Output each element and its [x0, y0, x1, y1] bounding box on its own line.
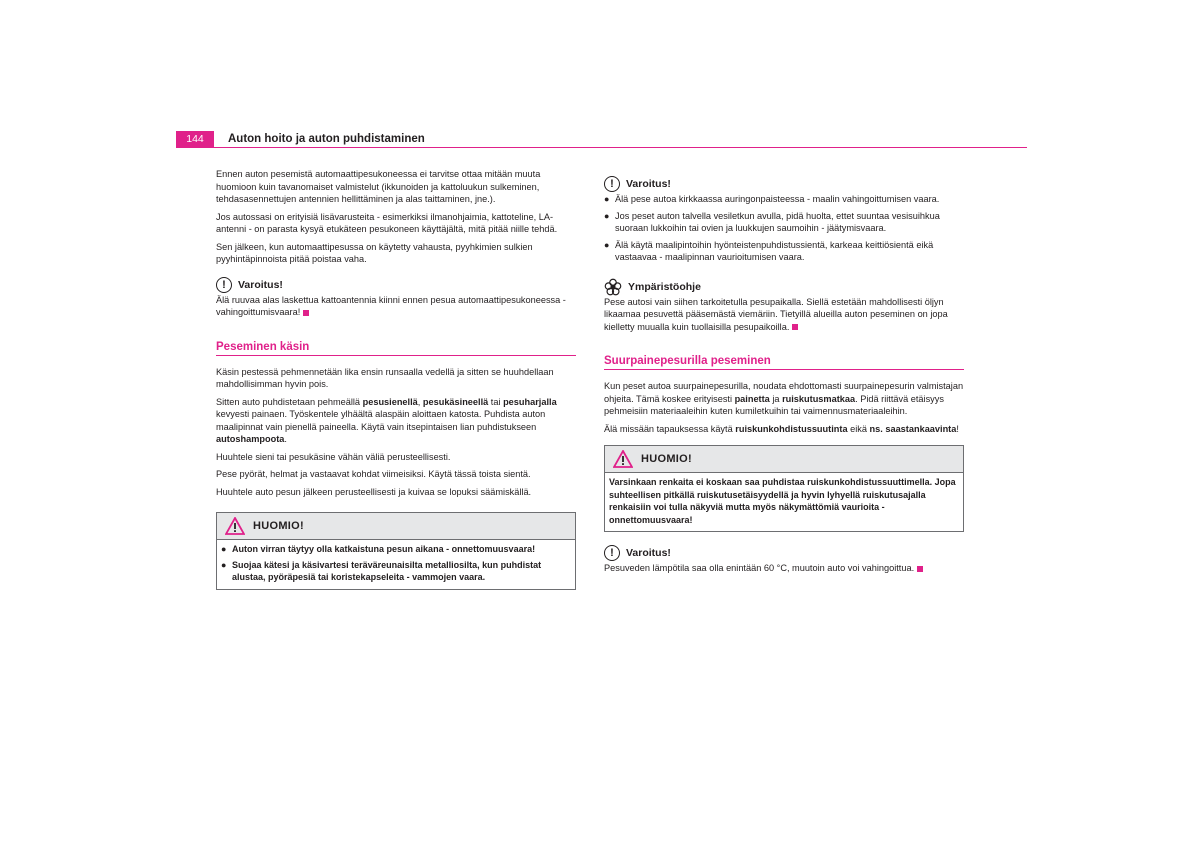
warning-heading — [604, 175, 964, 193]
environment-title: Ympäristöohje — [628, 280, 701, 293]
right-column — [604, 175, 964, 580]
section-title-pressure-wash: Suurpainepesurilla peseminen — [604, 355, 964, 370]
page-header — [176, 131, 1027, 147]
flower-icon — [604, 278, 622, 296]
caution-header — [217, 513, 575, 540]
hand-wash-paragraph-2: Sitten auto puhdistetaan pehmeällä pesusienellä, pesukäsineellä tai pesuharjalla kevyesti painaen. Työskentele ylhäältä alaspäin aloittaen katosta. Puhdista auton maalipinnat vain pienellä paineella. Käytä vain itsepintaisen lian puhdistukseen autoshampoota. — [216, 396, 557, 444]
caution-box — [604, 445, 964, 532]
end-square-icon — [303, 310, 309, 316]
hand-wash-paragraph-5: Huuhtele auto pesun jälkeen perusteellisesti ja kuivaa se lopuksi säämiskällä. — [216, 486, 532, 497]
page-number: 144 — [176, 131, 214, 147]
pressure-wash-paragraph-1: Kun peset autoa suurpainepesurilla, noudata ehdottomasti suurpainepesurin valmistajan ohjeita. Tämä koskee erityisesti painetta ja ruiskutusmatkaa. Pidä riittävä etäisyys pehmeisiin materiaaleihin kuten kumiletkuihin tai vaimennusmateriaaleihin. — [604, 381, 964, 416]
header-rule — [176, 147, 1027, 148]
caution-body — [605, 473, 963, 531]
caution-header — [605, 446, 963, 473]
warning-heading — [216, 276, 576, 294]
warning-circle-icon: ! — [216, 277, 232, 293]
intro-paragraph-2: Jos autossasi on erityisiä lisävarusteita - esimerkiksi ilmanohjaimia, kattoteline, LA-antenni - on parasta kysyä etukäteen pesukoneen käyttäjältä, mitä pitää niille tehdä. — [216, 211, 558, 234]
warning-text: Pesuveden lämpötila saa olla enintään 60 °C, muutoin auto voi vahingoittua. — [604, 562, 964, 575]
caution-title: HUOMIO! — [253, 520, 304, 532]
bullet-icon: ● — [221, 544, 227, 554]
warning-title: Varoitus! — [626, 547, 671, 559]
caution-text: Varsinkaan renkaita ei koskaan saa puhdistaa ruiskunkohdistussuuttimella. Jopa suhteellisen pitkällä ruiskutusetäisyydellä ja hyvin lyhyellä ruiskutusajalla renkaisiin voi tulla näkyviä mutta myös näkymättömiä vaurioita - onnettomuusvaara! — [609, 477, 956, 525]
chapter-title: Auton hoito ja auton puhdistaminen — [228, 133, 425, 145]
environment-text: Pese autosi vain siihen tarkoitetulla pesupaikalla. Siellä estetään mahdollisesti öljyn likaamaa pesuvettä pääsemästä viemäriin. Tietyillä alueilla auton peseminen on jopa kielletty muualla kuin tuollaisilla pesupaikoilla. — [604, 296, 948, 332]
caution-body — [217, 540, 575, 589]
caution-box — [216, 512, 576, 590]
hand-wash-paragraph-1: Käsin pestessä pehmennetään lika ensin runsaalla vedellä ja sitten se huuhdellaan mahdollisimman hyvin pois. — [216, 366, 554, 389]
end-square-icon — [792, 324, 798, 330]
bullet-icon: ● — [604, 239, 610, 250]
warning-triangle-icon — [613, 450, 633, 468]
caution-bullet: ● Auton virran täytyy olla katkaistuna pesun aikana - onnettomuusvaara! — [221, 544, 536, 554]
warning-triangle-icon — [225, 517, 245, 535]
end-square-icon — [917, 566, 923, 572]
intro-paragraph-3: Sen jälkeen, kun automaattipesussa on käytetty vahausta, pyyhkimien sulkien pyyhintäpinnoista pitää poistaa vaha. — [216, 241, 533, 264]
warning-bullet: ● Jos peset auton talvella vesiletkun avulla, pidä huolta, ettet suuntaa vesisuihkua suoraan lukkoihin tai ovien ja luukkujen saumoihin - jäätymisvaara. — [604, 210, 940, 233]
hand-wash-paragraph-3: Huuhtele sieni tai pesukäsine vähän väliä perusteellisesti. — [216, 451, 451, 462]
caution-bullet: ● Suojaa kätesi ja käsivartesi teräväreunaisilta metalliosilta, kun puhdistat alustaa, pyöräpesiä tai koristekapseleita - vammojen vaara. — [221, 559, 542, 582]
warning-title: Varoitus! — [626, 178, 671, 190]
warning-title: Varoitus! — [238, 278, 283, 291]
bullet-icon: ● — [604, 210, 610, 221]
bullet-icon: ● — [221, 559, 227, 570]
warning-circle-icon: ! — [604, 176, 620, 192]
warning-circle-icon: ! — [604, 545, 620, 561]
warning-bullet: ● Älä pese autoa kirkkaassa auringonpaisteessa - maalin vahingoittumisen vaara. — [604, 194, 940, 204]
caution-title: HUOMIO! — [641, 453, 692, 465]
intro-paragraph-1: Ennen auton pesemistä automaattipesukoneessa ei tarvitse ottaa mitään muuta huomioon kuin tavanomaiset valmistelut (ikkunoiden ja kattoluukun sulkeminen, tehdasasennettujen antennien hellittäminen ja alas taittaminen, jne.). — [216, 169, 541, 204]
environment-heading — [604, 278, 964, 296]
pressure-wash-paragraph-2: Älä missään tapauksessa käytä ruiskunkohdistussuutinta eikä ns. saastankaavinta! — [604, 423, 959, 434]
hand-wash-paragraph-4: Pese pyörät, helmat ja vastaavat kohdat viimeisiksi. Käytä tässä toista sientä. — [216, 469, 531, 479]
warning-bullet: ● Älä käytä maalipintoihin hyönteistenpuhdistussientä, karkeaa keittiösientä eikä vastaavaa - maalipinnan vaurioitumisen vaara. — [604, 239, 934, 262]
warning-text: Älä ruuvaa alas laskettua kattoantennia kiinni ennen pesua automaattipesukoneessa - vahingoittumisvaara! — [216, 294, 566, 317]
warning-heading — [604, 544, 964, 562]
bullet-icon: ● — [604, 194, 610, 204]
left-column — [216, 168, 576, 590]
section-title-hand-wash: Peseminen käsin — [216, 341, 576, 356]
